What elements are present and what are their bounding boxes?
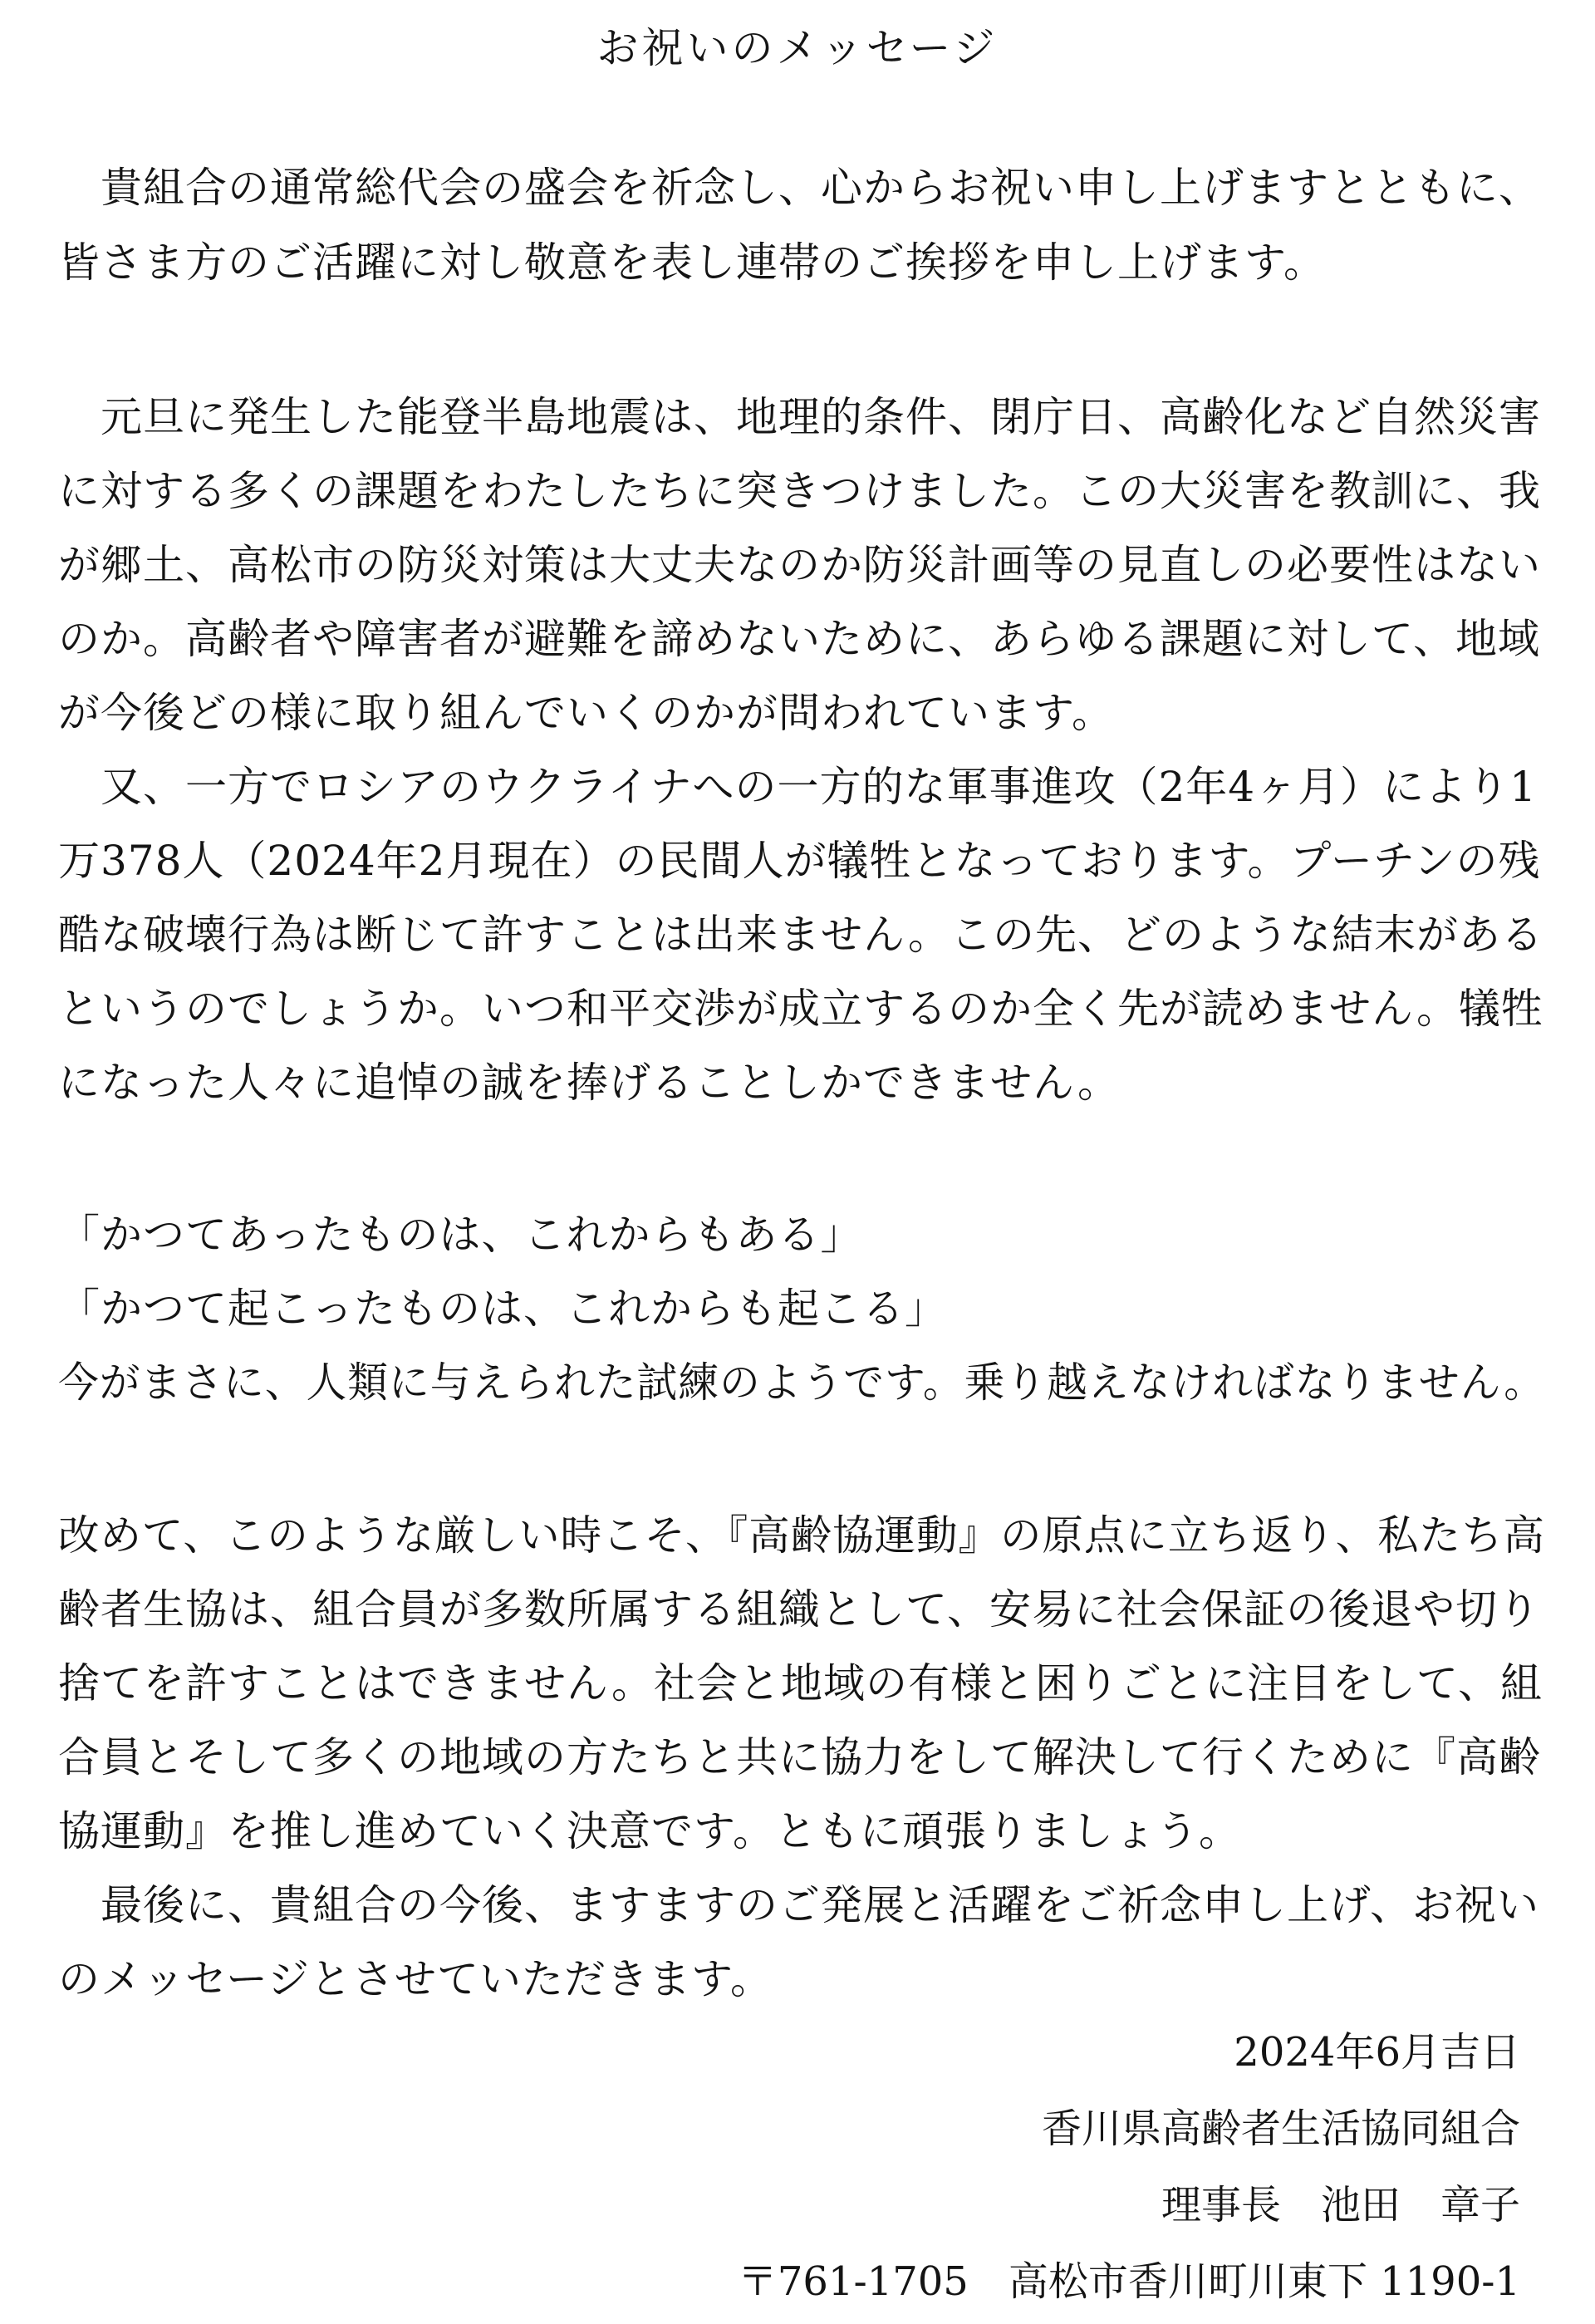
paragraph-line: 又、一方でロシアのウクライナへの一方的な軍事進攻（2年4ヶ月）により1 <box>58 763 1537 811</box>
paragraph-line: のメッセージとさせていただきます。 <box>58 1955 773 2003</box>
quote-line: 「かつてあったものは、これからもある」 <box>58 1211 863 1259</box>
paragraph-line: 貴組合の通常総代会の盛会を祈念し、心からお祝い申し上げますとともに、 <box>58 164 1541 212</box>
paragraph-line: 酷な破壊行為は断じて許すことは出来ません。この先、どのような結末がある <box>58 911 1543 959</box>
signature-date: 2024年6月吉日 <box>1234 2029 1520 2076</box>
paragraph-line: が今後どの様に取り組んでいくのかが問われています。 <box>58 689 1114 737</box>
paragraph-line: が郷土、高松市の防災対策は大丈夫なのか防災計画等の見直しの必要性はない <box>58 541 1541 589</box>
paragraph-line: 今がまさに、人類に与えられた試練のようです。乗り越えなければなりません。 <box>58 1359 1546 1407</box>
signature-chair: 理事長 池田 章子 <box>1161 2182 1520 2228</box>
signature-address: 〒761-1705 高松市香川町川東下 1190-1 <box>737 2258 1520 2305</box>
paragraph-line: 改めて、このような厳しい時こそ、『高齢協運動』の原点に立ち返り、私たち高 <box>58 1511 1546 1560</box>
signature-organization: 香川県高齢者生活協同組合 <box>1041 2105 1520 2152</box>
paragraph-line: 捨てを許すことはできません。社会と地域の有様と困りごとに注目をして、組 <box>58 1659 1543 1707</box>
paragraph-line: というのでしょうか。いつ和平交渉が成立するのか全く先が読めません。犠牲 <box>58 985 1543 1033</box>
paragraph-line: 齢者生協は、組合員が多数所属する組織として、安易に社会保証の後退や切り <box>58 1585 1540 1634</box>
paragraph-line: になった人々に追悼の誠を捧げることしかできません。 <box>58 1059 1120 1107</box>
paragraph-line: のか。高齢者や障害者が避難を諦めないために、あらゆる課題に対して、地域 <box>58 615 1540 663</box>
paragraph-line: 万378人（2024年2月現在）の民間人が犠牲となっております。プーチンの残 <box>58 837 1541 885</box>
paragraph-line: 皆さま方のご活躍に対し敬意を表し連帯のご挨拶を申し上げます。 <box>58 238 1326 287</box>
paragraph-line: に対する多くの課題をわたしたちに突きつけました。この大災害を教訓に、我 <box>58 467 1541 515</box>
paragraph-line: 最後に、貴組合の今後、ますますのご発展と活躍をご祈念申し上げ、お祝い <box>58 1881 1539 1929</box>
paragraph-line: 元旦に発生した能登半島地震は、地理的条件、閉庁日、高齢化など自然災害 <box>58 393 1541 441</box>
paragraph-line: 協運動』を推し進めていく決意です。ともに頑張りましょう。 <box>58 1807 1241 1855</box>
quote-line: 「かつて起こったものは、これからも起こる」 <box>58 1285 947 1333</box>
paragraph-line: 合員とそして多くの地域の方たちと共に協力をして解決して行くために『高齢 <box>58 1733 1541 1781</box>
page-title: お祝いのメッセージ <box>596 24 999 72</box>
